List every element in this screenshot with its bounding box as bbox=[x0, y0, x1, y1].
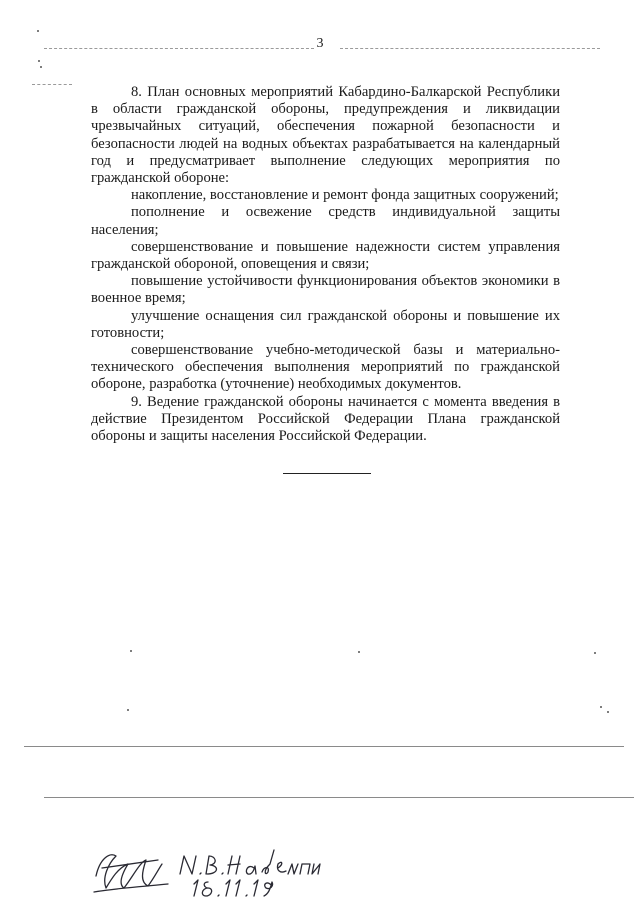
list-item: совершенствование и повышение надежности систем управления гражданской обороной, оповещения и связи; bbox=[91, 238, 560, 273]
scan-artifact-line bbox=[44, 48, 314, 49]
list-item: улучшение оснащения сил гражданской обороны и повышение их готовности; bbox=[91, 307, 560, 341]
scan-speck bbox=[38, 60, 40, 62]
scan-speck bbox=[594, 652, 596, 654]
scan-speck bbox=[37, 30, 39, 32]
paragraph-8: 8. План основных мероприятий Кабардино-Балкарской Республики в области гражданской обороны, предупреждения и ликвидации чрезвычайных ситуаций, обеспечения пожарной безопасности и безопасности людей на водных объектах разрабатывается на календарный год и предусматривает выполнение следующих мероприятия по гражданской обороне: bbox=[91, 84, 560, 187]
scan-artifact-line bbox=[340, 48, 600, 49]
list-item: совершенствование учебно-методической базы и материально-технического обеспечения выполнения мероприятий по гражданской обороне, разработка (уточнение) необходимых документов. bbox=[91, 342, 560, 393]
handwritten-signature bbox=[88, 838, 328, 900]
scan-speck bbox=[130, 650, 132, 652]
scan-artifact-line bbox=[24, 746, 624, 747]
page-number: 3 bbox=[316, 36, 324, 51]
list-item: повышение устойчивости функционирования объектов экономики в военное время; bbox=[91, 273, 560, 307]
document-body bbox=[91, 84, 560, 445]
scan-speck bbox=[358, 651, 360, 653]
scan-artifact-line bbox=[44, 797, 634, 798]
end-of-text-rule bbox=[283, 473, 371, 474]
list-item: пополнение и освежение средств индивидуальной защиты населения; bbox=[91, 204, 560, 238]
scan-speck bbox=[40, 66, 42, 68]
scan-speck bbox=[127, 709, 129, 711]
list-item: накопление, восстановление и ремонт фонда защитных сооружений; bbox=[131, 187, 559, 204]
scan-speck bbox=[600, 706, 602, 708]
scan-artifact-line bbox=[32, 84, 72, 85]
paragraph-9: 9. Ведение гражданской обороны начинается с момента введения в действие Президентом Российской Федерации Плана гражданской обороны и защиты населения Российской Федерации. bbox=[91, 393, 560, 445]
scan-speck bbox=[607, 711, 609, 713]
